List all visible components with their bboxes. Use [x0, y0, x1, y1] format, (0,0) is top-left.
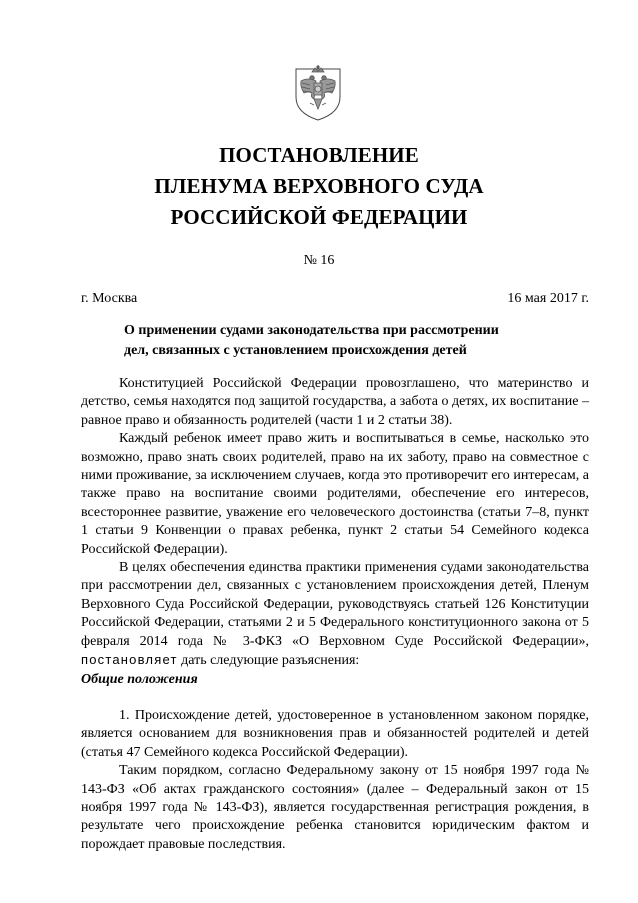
date: 16 мая 2017 г. — [507, 291, 589, 306]
paragraph: 1. Происхождение детей, удостоверенное в установленном законом порядке, является основанием для возникновения прав и обязанностей родителей и детей (статья 47 Семейного кодекса Российской Федерации). — [81, 707, 589, 760]
paragraph — [81, 559, 589, 670]
paragraph: Каждый ребенок имеет право жить и воспитываться в семье, насколько это возможно, право знать своих родителей, право на их заботу, право на совместное с ними проживание, за исключением случаев, когда это противоречит его интересам, а также право на воспитание своими родителями, обеспечение его интересов, всестороннее развитие, уважение его человеческого достоинства (статьи 7–8, пункт 1 статьи 9 Конвенции о правах ребенка, пункт 2 статьи 54 Семейного кодекса Российской Федерации). — [81, 431, 589, 557]
document-body — [81, 375, 589, 854]
subject-line: дел, связанных с установлением происхождения детей — [124, 343, 467, 358]
title-line: ПЛЕНУМА ВЕРХОВНОГО СУДА — [154, 174, 484, 198]
paragraph: Таким порядком, согласно Федеральному закону от 15 ноября 1997 года № 143-ФЗ «Об актах гражданского состояния» (далее – Федеральный закон от 15 ноября 1997 года № 143-ФЗ), является государственная регистрация рождения, в результате чего происхождение ребенка становится юридическим фактом и порождает правовые последствия. — [81, 763, 589, 852]
paragraph-text: В целях обеспечения единства практики применения судами законодательства при рассмотрении дел, связанных с установлением происхождения детей, Пленум Верховного Суда Российской Федерации, руководствуясь статьей 126 Конституции Российской Федерации, статьями 2 и 5 Федерального конституционного закона от 5 февраля 2014 года № 3-ФКЗ «О Верховном Суде Российской Федерации», — [81, 560, 589, 649]
paragraph-text: дать следующие разъяснения: — [181, 653, 360, 669]
resolution-number: № 16 — [303, 253, 335, 268]
subject-line: О применении судами законодательства при рассмотрении — [124, 323, 499, 338]
place: г. Москва — [81, 291, 138, 306]
section-heading: Общие положения — [81, 671, 198, 687]
emphasized-verb: постановляет — [81, 652, 178, 668]
subject-heading — [124, 321, 564, 361]
title-line: РОССИЙСКОЙ ФЕДЕРАЦИИ — [170, 205, 468, 229]
paragraph: Конституцией Российской Федерации провозглашено, что материнство и детство, семья находятся под защитой государства, а забота о детях, их воспитание – равное право и обязанность родителей (части 1 и 2 статьи 38). — [81, 376, 589, 428]
title-line: ПОСТАНОВЛЕНИЕ — [219, 143, 419, 167]
coat-of-arms-icon — [288, 63, 348, 123]
document-title — [0, 140, 638, 233]
